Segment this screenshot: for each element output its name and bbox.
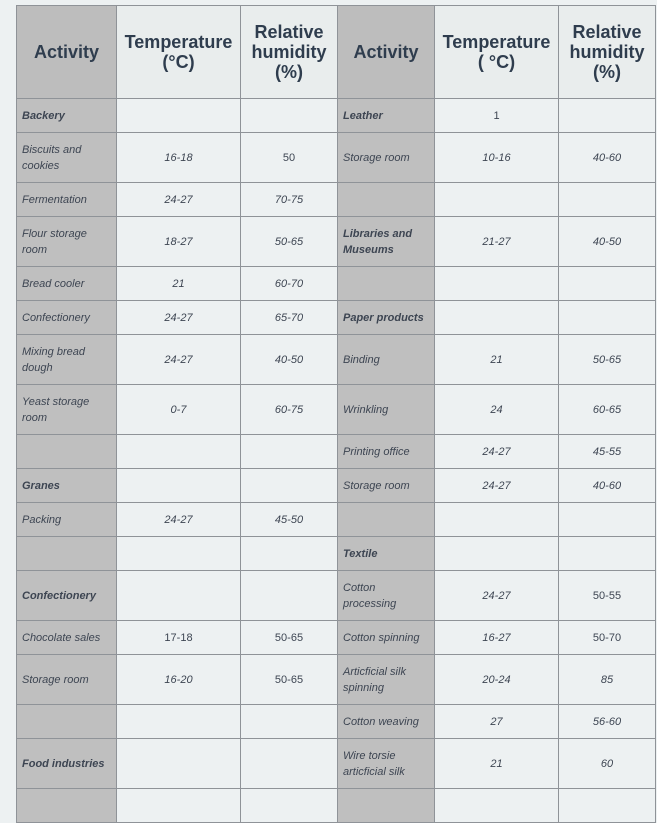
temperature-cell-left: 16-20: [117, 655, 241, 705]
activity-cell-right: Cotton processing: [338, 571, 435, 621]
header-activity-right: Activity: [338, 6, 435, 99]
activity-cell-right: Storage room: [338, 469, 435, 503]
activity-cell-right: Leather: [338, 99, 435, 133]
temperature-cell-left: 16-18: [117, 133, 241, 183]
table-row: [17, 133, 656, 183]
humidity-cell-right: 50-70: [559, 621, 656, 655]
activity-cell-right: Wire torsie articficial silk: [338, 739, 435, 789]
temperature-cell-left: 24-27: [117, 301, 241, 335]
activity-cell-left: Food industries: [17, 739, 117, 789]
table-row: [17, 655, 656, 705]
table-row: [17, 537, 656, 571]
humidity-cell-left: 50-65: [241, 621, 338, 655]
table-row: [17, 335, 656, 385]
temperature-cell-right: 24-27: [435, 435, 559, 469]
humidity-cell-left: 70-75: [241, 183, 338, 217]
humidity-cell-right: 60-65: [559, 385, 656, 435]
table-row: [17, 301, 656, 335]
humidity-cell-right: 56-60: [559, 705, 656, 739]
humidity-cell-right: [559, 503, 656, 537]
activity-cell-left: Yeast storage room: [17, 385, 117, 435]
table-row: [17, 705, 656, 739]
activity-cell-left: Chocolate sales: [17, 621, 117, 655]
temperature-cell-right: 21-27: [435, 217, 559, 267]
temperature-cell-right: 24-27: [435, 571, 559, 621]
activity-cell-right: Wrinkling: [338, 385, 435, 435]
table-row: [17, 739, 656, 789]
humidity-cell-left: 65-70: [241, 301, 338, 335]
temperature-cell-right: 24: [435, 385, 559, 435]
humidity-cell-left: [241, 705, 338, 739]
temperature-cell-right: 20-24: [435, 655, 559, 705]
activity-cell-left: [17, 705, 117, 739]
table-row: [17, 571, 656, 621]
humidity-cell-left: 60-70: [241, 267, 338, 301]
humidity-cell-left: [241, 99, 338, 133]
humidity-cell-right: [559, 267, 656, 301]
table-body: [17, 99, 656, 823]
temperature-cell-right: 21: [435, 335, 559, 385]
table-row: [17, 503, 656, 537]
humidity-cell-left: [241, 537, 338, 571]
temperature-cell-left: [117, 571, 241, 621]
temperature-cell-right: 10-16: [435, 133, 559, 183]
activity-cell-right: Articficial silk spinning: [338, 655, 435, 705]
table-row: [17, 99, 656, 133]
humidity-cell-left: 50-65: [241, 217, 338, 267]
temperature-cell-right: 27: [435, 705, 559, 739]
humidity-cell-right: 40-50: [559, 217, 656, 267]
table-row: [17, 385, 656, 435]
temperature-cell-left: 21: [117, 267, 241, 301]
activity-cell-left: Fermentation: [17, 183, 117, 217]
temperature-cell-left: 24-27: [117, 335, 241, 385]
humidity-cell-left: 60-75: [241, 385, 338, 435]
temperature-cell-left: 17-18: [117, 621, 241, 655]
table-row: [17, 183, 656, 217]
temperature-cell-left: 24-27: [117, 503, 241, 537]
humidity-cell-right: 50-55: [559, 571, 656, 621]
temperature-cell-left: 18-27: [117, 217, 241, 267]
temperature-cell-right: [435, 503, 559, 537]
header-activity-left: Activity: [17, 6, 117, 99]
humidity-cell-left: 50: [241, 133, 338, 183]
header-temperature-right: Temperature ( °C): [435, 6, 559, 99]
table-row: [17, 469, 656, 503]
activity-cell-right: Textile: [338, 537, 435, 571]
humidity-cell-right: [559, 99, 656, 133]
temperature-cell-left: [117, 469, 241, 503]
temperature-cell-right: [435, 301, 559, 335]
humidity-cell-left: [241, 469, 338, 503]
temperature-cell-left: [117, 739, 241, 789]
activity-cell-left: Storage room: [17, 655, 117, 705]
activity-cell-left: Backery: [17, 99, 117, 133]
humidity-cell-right: [559, 537, 656, 571]
activity-cell-left: Granes: [17, 469, 117, 503]
activity-cell-right: [338, 183, 435, 217]
humidity-cell-right: [559, 301, 656, 335]
activity-cell-left: Packing: [17, 503, 117, 537]
activity-cell-right: [338, 267, 435, 301]
temperature-cell-left: 0-7: [117, 385, 241, 435]
activity-cell-left: Confectionery: [17, 301, 117, 335]
humidity-cell-left: 40-50: [241, 335, 338, 385]
conditions-table: [16, 5, 656, 823]
temperature-cell-right: 24-27: [435, 469, 559, 503]
temperature-cell-left: 24-27: [117, 183, 241, 217]
temperature-cell-left: [117, 705, 241, 739]
activity-cell-left: Confectionery: [17, 571, 117, 621]
activity-cell-right: Storage room: [338, 133, 435, 183]
humidity-cell-left: 50-65: [241, 655, 338, 705]
temperature-cell-right: [435, 183, 559, 217]
humidity-cell-left: [241, 435, 338, 469]
activity-cell-left: [17, 435, 117, 469]
humidity-cell-right: 60: [559, 739, 656, 789]
temperature-cell-right: [435, 267, 559, 301]
activity-cell-left: Mixing bread dough: [17, 335, 117, 385]
activity-cell-right: Printing office: [338, 435, 435, 469]
conditions-table-wrapper: [16, 5, 656, 823]
humidity-cell-right: 40-60: [559, 133, 656, 183]
activity-cell-left: [17, 537, 117, 571]
header-row: [17, 6, 656, 99]
activity-cell-left: Biscuits and cookies: [17, 133, 117, 183]
header-humidity-right: Relative humidity (%): [559, 6, 656, 99]
header-temperature-left: Temperature (°C): [117, 6, 241, 99]
header-humidity-left: Relative humidity (%): [241, 6, 338, 99]
temperature-cell-right: 1: [435, 99, 559, 133]
activity-cell-right: [338, 503, 435, 537]
activity-cell-right: Libraries and Museums: [338, 217, 435, 267]
temperature-cell-left: [117, 435, 241, 469]
humidity-cell-right: 85: [559, 655, 656, 705]
humidity-cell-right: 40-60: [559, 469, 656, 503]
temperature-cell-left: [117, 99, 241, 133]
activity-cell-right: Cotton spinning: [338, 621, 435, 655]
humidity-cell-right: 45-55: [559, 435, 656, 469]
activity-cell-left: Bread cooler: [17, 267, 117, 301]
table-row: [17, 621, 656, 655]
activity-cell-right: Cotton weaving: [338, 705, 435, 739]
humidity-cell-left: 45-50: [241, 503, 338, 537]
table-row: [17, 435, 656, 469]
activity-cell-left: Flour storage room: [17, 217, 117, 267]
humidity-cell-left: [241, 739, 338, 789]
humidity-cell-right: [559, 183, 656, 217]
humidity-cell-right: 50-65: [559, 335, 656, 385]
activity-cell-right: Paper products: [338, 301, 435, 335]
table-row: [17, 217, 656, 267]
temperature-cell-right: [435, 537, 559, 571]
table-row: [17, 267, 656, 301]
humidity-cell-left: [241, 571, 338, 621]
activity-cell-right: Binding: [338, 335, 435, 385]
temperature-cell-right: 21: [435, 739, 559, 789]
temperature-cell-left: [117, 537, 241, 571]
temperature-cell-right: 16-27: [435, 621, 559, 655]
